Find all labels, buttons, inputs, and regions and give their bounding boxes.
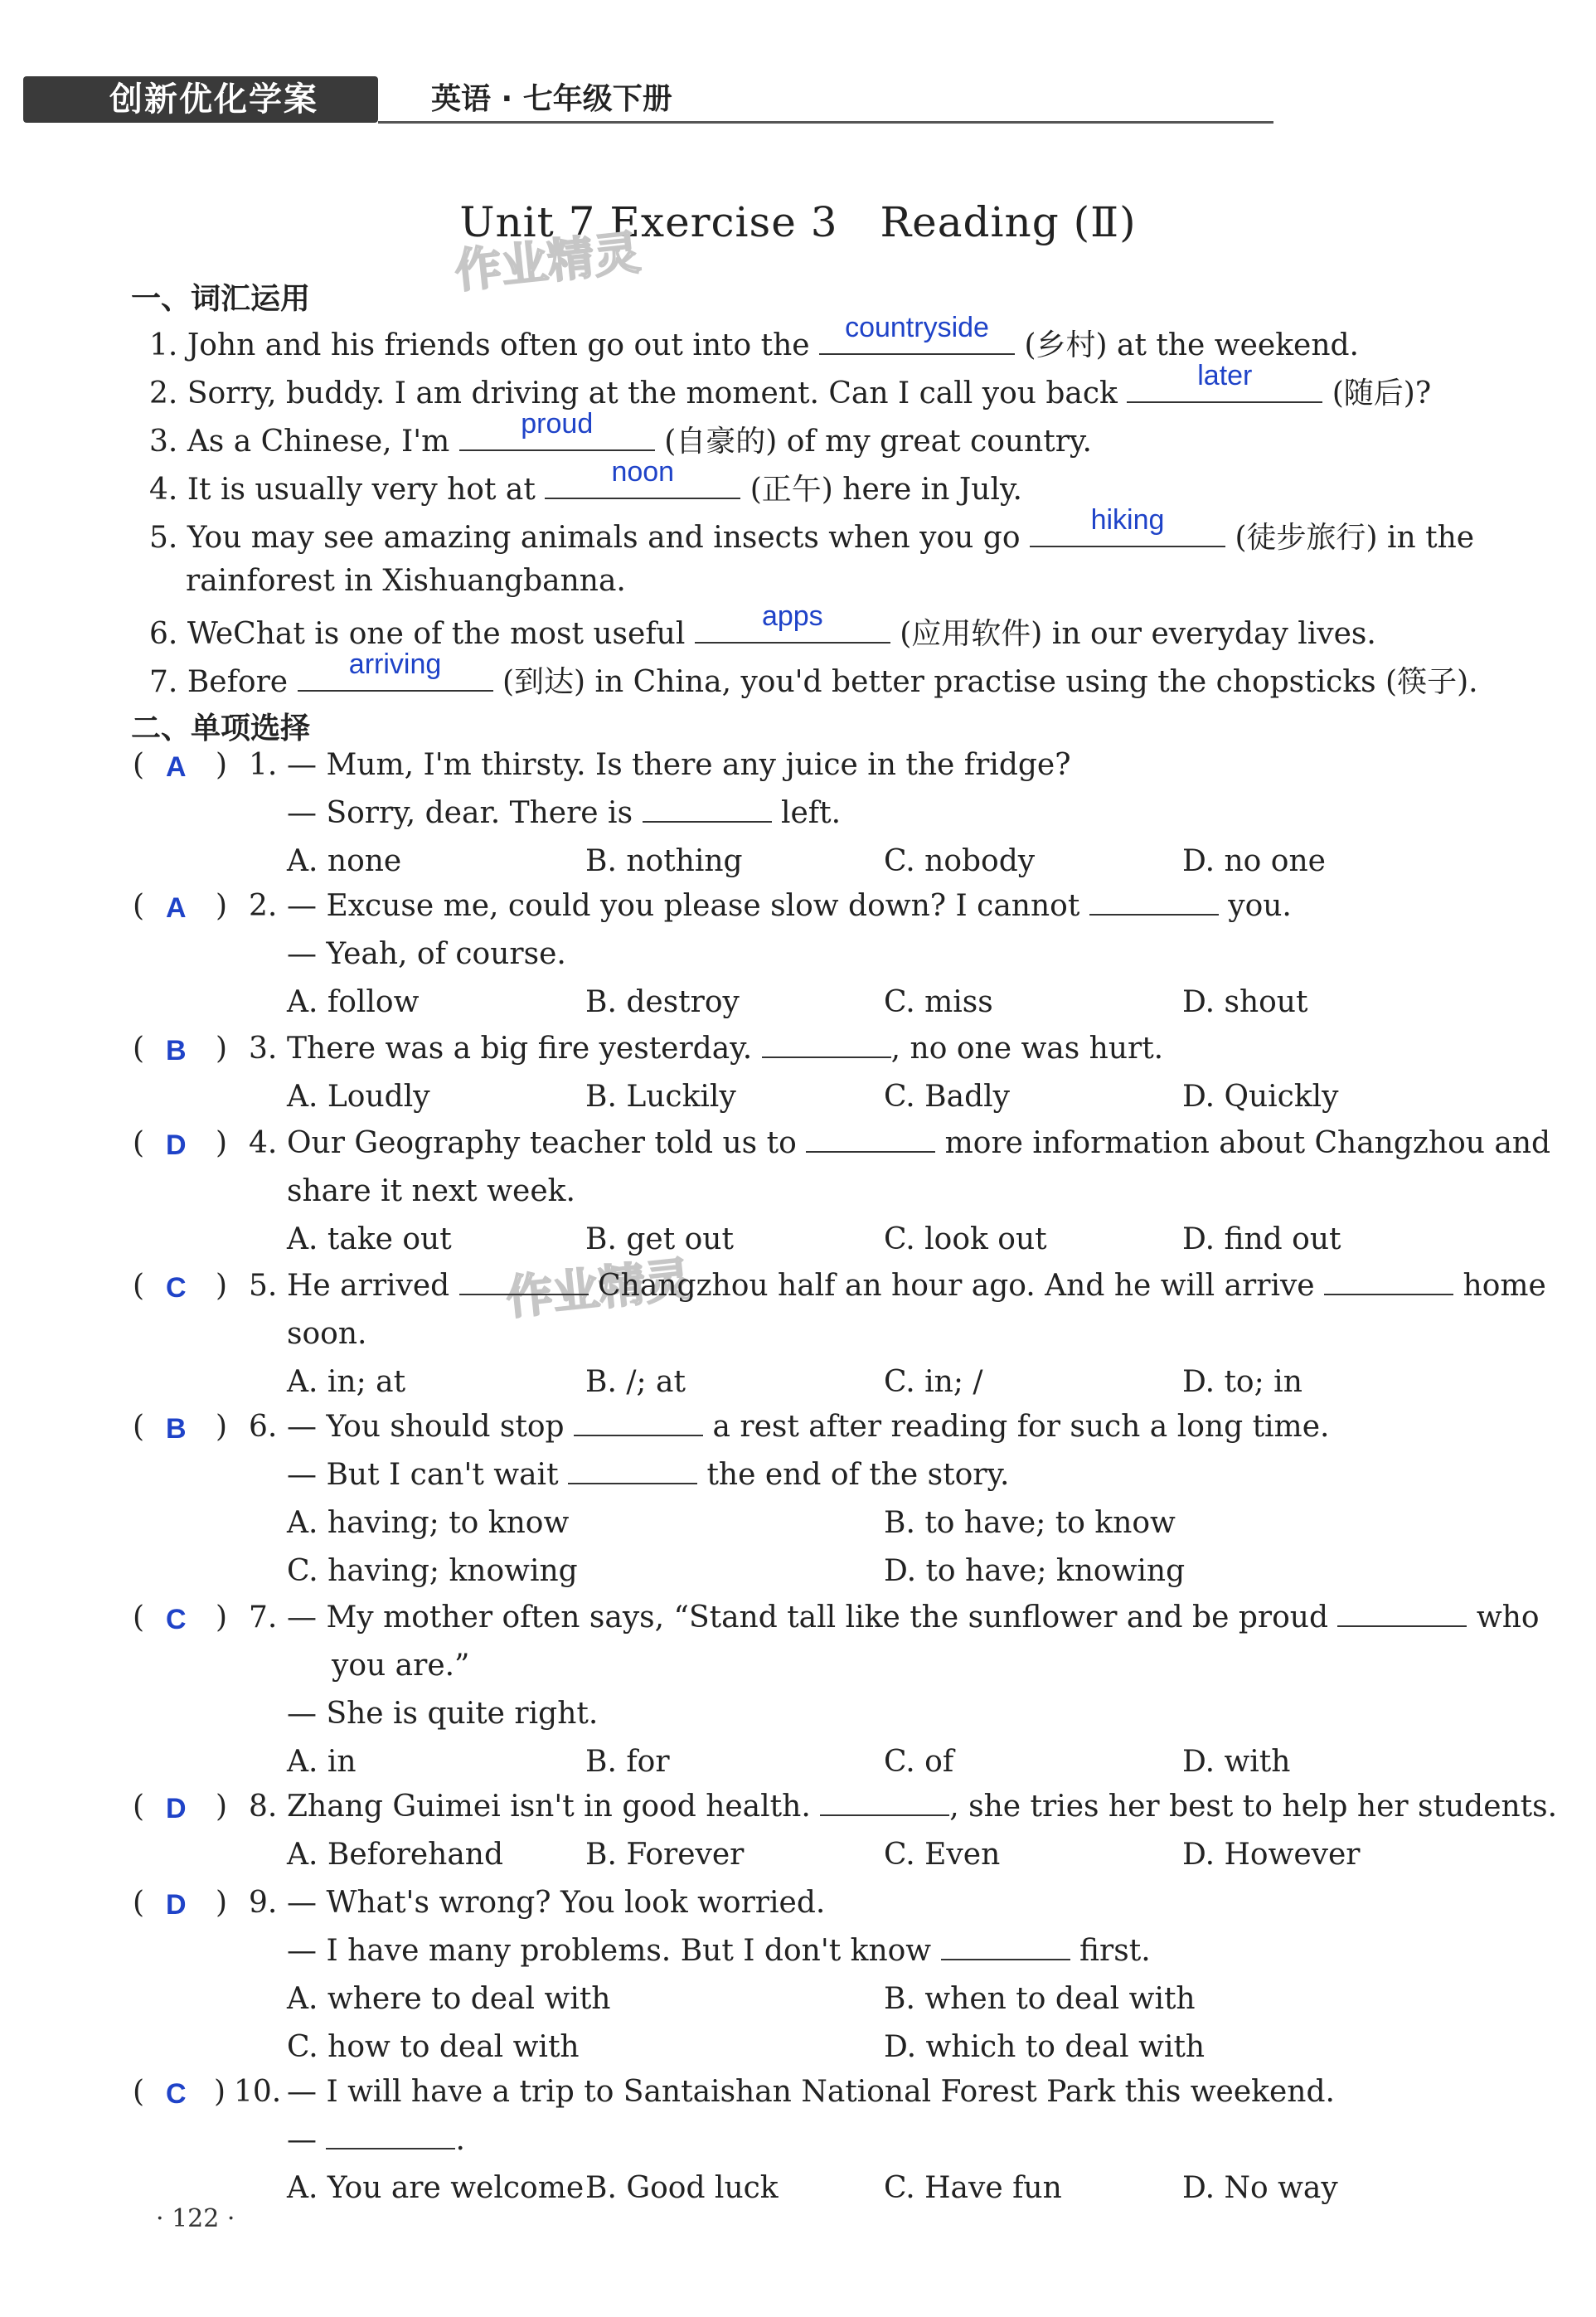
item-text: You may see amazing animals and insects when you go — [187, 521, 1021, 555]
paren-open: ( — [133, 1886, 145, 1920]
item-text: Before — [187, 665, 289, 699]
option[interactable]: D. shout — [1182, 985, 1308, 1019]
answer-mark[interactable]: C — [166, 2078, 187, 2110]
option[interactable]: A. Beforehand — [287, 1838, 504, 1872]
section-heading-vocabulary: 一、词汇运用 — [131, 282, 311, 316]
page-title: Unit 7 Exercise 3 Reading (Ⅱ) — [459, 198, 1137, 246]
handwritten-answer: arriving — [348, 648, 442, 680]
option[interactable]: A. having; to know — [287, 1506, 570, 1540]
paren-open: ( — [133, 2075, 145, 2109]
blank[interactable] — [1337, 1601, 1467, 1627]
question-text: — Excuse me, could you please slow down? I cannot you. — [287, 889, 1292, 923]
paren-close: ) — [216, 1601, 228, 1635]
option[interactable]: D. to; in — [1182, 1365, 1303, 1399]
item-text: (自豪的) of my great country. — [664, 425, 1092, 459]
option[interactable]: C. in; / — [884, 1365, 983, 1399]
question-text: — Yeah, of course. — [287, 937, 566, 971]
item-text: (徒步旅行) in the — [1235, 521, 1475, 555]
blank[interactable] — [326, 2123, 455, 2149]
option[interactable]: A. where to deal with — [287, 1982, 611, 2016]
question-text: Our Geography teacher told us to more information about Changzhou and — [287, 1126, 1551, 1160]
paren-open: ( — [133, 1410, 145, 1444]
question-number: 8. — [249, 1790, 278, 1824]
item-text: (应用软件) in our everyday lives. — [900, 617, 1376, 651]
paren-close: ) — [216, 1032, 228, 1066]
blank[interactable] — [459, 1269, 589, 1295]
blank[interactable] — [568, 1458, 697, 1484]
option[interactable]: B. when to deal with — [884, 1982, 1196, 2016]
paren-close: ) — [214, 2075, 226, 2109]
paren-close: ) — [216, 1410, 228, 1444]
option[interactable]: C. nobody — [884, 844, 1036, 878]
paren-close: ) — [216, 1790, 228, 1824]
answer-blank[interactable] — [1030, 504, 1225, 547]
item-number: 5. — [149, 521, 178, 555]
question-number: 2. — [249, 889, 278, 923]
item-text: It is usually very hot at — [187, 473, 536, 507]
handwritten-answer: apps — [761, 600, 823, 632]
option[interactable]: C. having; knowing — [287, 1554, 578, 1588]
answer-mark[interactable]: B — [166, 1035, 187, 1066]
question-number: 5. — [249, 1269, 278, 1303]
answer-blank[interactable] — [1127, 360, 1322, 403]
option[interactable]: C. of — [884, 1745, 954, 1779]
item-number: 7. — [149, 665, 178, 699]
answer-mark[interactable]: A — [166, 892, 187, 924]
vocab-item — [149, 504, 1485, 557]
section-heading-multiple-choice: 二、单项选择 — [131, 712, 311, 746]
question-text: — I will have a trip to Santaishan National Forest Park this weekend. — [287, 2075, 1335, 2109]
option[interactable]: D. no one — [1182, 844, 1326, 878]
option[interactable]: B. Luckily — [585, 1080, 736, 1114]
option[interactable]: D. to have; knowing — [884, 1554, 1186, 1588]
question-number: 7. — [249, 1601, 278, 1635]
question-text: — What's wrong? You look worried. — [287, 1886, 826, 1920]
question-text: Zhang Guimei isn't in good health. , she tries her best to help her students. — [287, 1790, 1558, 1824]
paren-open: ( — [133, 1032, 145, 1066]
item-text: As a Chinese, I'm — [187, 425, 450, 459]
answer-blank[interactable] — [298, 648, 493, 692]
answer-mark[interactable]: D — [166, 1889, 187, 1921]
answer-mark[interactable]: C — [166, 1604, 187, 1635]
option[interactable]: C. Badly — [884, 1080, 1010, 1114]
blank[interactable] — [643, 796, 772, 823]
item-text: Sorry, buddy. I am driving at the moment. Can I call you back — [187, 376, 1118, 410]
question-text: soon. — [287, 1317, 367, 1351]
option[interactable]: B. Forever — [585, 1838, 745, 1872]
handwritten-answer: noon — [611, 456, 675, 488]
option[interactable]: A. none — [287, 844, 402, 878]
option[interactable]: B. destroy — [585, 985, 740, 1019]
blank[interactable] — [941, 1934, 1070, 1960]
header-rule — [378, 121, 1273, 124]
vocab-item — [149, 360, 1485, 413]
question-text: — Sorry, dear. There is left. — [287, 796, 842, 830]
item-number: 1. — [149, 328, 178, 362]
question-number: 4. — [249, 1126, 278, 1160]
option[interactable]: D. No way — [1182, 2171, 1338, 2205]
vocab-item-continuation: rainforest in Xishuangbanna. — [186, 564, 626, 598]
question-number: 6. — [249, 1410, 278, 1444]
option[interactable]: A. Loudly — [287, 1080, 430, 1114]
option[interactable]: B. get out — [585, 1222, 734, 1256]
vocab-item — [149, 456, 1485, 509]
question-number: 1. — [249, 748, 278, 782]
handwritten-answer: hiking — [1090, 504, 1165, 536]
blank[interactable] — [820, 1790, 949, 1816]
blank[interactable] — [1324, 1269, 1453, 1295]
paren-open: ( — [133, 1126, 145, 1160]
watermark-logo: 作业精灵 — [503, 1252, 695, 1326]
answer-blank[interactable] — [459, 408, 655, 451]
answer-mark[interactable]: C — [166, 1272, 187, 1304]
question-text: you are.” — [332, 1649, 470, 1683]
option[interactable]: C. how to deal with — [287, 2030, 580, 2064]
question-text: There was a big fire yesterday. , no one was hurt. — [287, 1032, 1164, 1066]
answer-blank[interactable] — [545, 456, 740, 499]
question-text: — Mum, I'm thirsty. Is there any juice in the fridge? — [287, 748, 1071, 782]
option[interactable]: B. to have; to know — [884, 1506, 1176, 1540]
item-text: (到达) in China, you'd better practise using the chopsticks (筷子). — [502, 665, 1478, 699]
paren-open: ( — [133, 1269, 145, 1303]
book-brand-label: 创新优化学案 — [23, 76, 378, 123]
blank[interactable] — [806, 1126, 935, 1153]
handwritten-answer: countryside — [845, 312, 989, 343]
question-text: He arrived Changzhou half an hour ago. And he will arrive home — [287, 1269, 1546, 1303]
item-text: WeChat is one of the most useful — [187, 617, 686, 651]
item-text: (正午) here in July. — [749, 473, 1022, 507]
blank[interactable] — [1089, 889, 1219, 916]
handwritten-answer: proud — [521, 408, 594, 440]
item-number: 2. — [149, 376, 178, 410]
option[interactable]: B. /; at — [585, 1365, 686, 1399]
option[interactable]: C. Have fun — [884, 2171, 1062, 2205]
answer-mark[interactable]: B — [166, 1413, 187, 1445]
option[interactable]: A. in; at — [287, 1365, 406, 1399]
option[interactable]: C. look out — [884, 1222, 1047, 1256]
answer-mark[interactable]: D — [166, 1793, 187, 1824]
paren-close: ) — [216, 1126, 228, 1160]
option[interactable]: D. Quickly — [1182, 1080, 1339, 1114]
subject-label: 英语 · 七年级下册 — [431, 82, 672, 116]
blank[interactable] — [762, 1032, 891, 1058]
answer-mark[interactable]: A — [166, 751, 187, 783]
question-number: 10. — [234, 2075, 282, 2109]
question-text: share it next week. — [287, 1174, 575, 1208]
answer-mark[interactable]: D — [166, 1129, 187, 1161]
question-text: — But I can't wait the end of the story. — [287, 1458, 1010, 1492]
option[interactable]: B. nothing — [585, 844, 743, 878]
option[interactable]: A. follow — [287, 985, 420, 1019]
paren-close: ) — [216, 889, 228, 923]
page-number: · 122 · — [156, 2204, 235, 2233]
watermark-logo: 作业精灵 — [452, 226, 643, 299]
answer-blank[interactable] — [819, 312, 1015, 355]
question-number: 3. — [249, 1032, 278, 1066]
question-number: 9. — [249, 1886, 278, 1920]
question-text: — She is quite right. — [287, 1697, 599, 1731]
paren-open: ( — [133, 889, 145, 923]
option[interactable]: D. find out — [1182, 1222, 1341, 1256]
option[interactable]: D. However — [1182, 1838, 1361, 1872]
vocab-item — [149, 648, 1485, 702]
paren-open: ( — [133, 1601, 145, 1635]
blank[interactable] — [574, 1410, 703, 1436]
answer-blank[interactable] — [695, 600, 890, 644]
handwritten-answer: later — [1197, 360, 1253, 391]
item-text: (随后)? — [1332, 376, 1432, 410]
paren-close: ) — [216, 1269, 228, 1303]
vocab-item — [149, 408, 1485, 461]
paren-open: ( — [133, 1790, 145, 1824]
paren-open: ( — [133, 748, 145, 782]
option[interactable]: B. Good luck — [585, 2171, 779, 2205]
question-text: — You should stop a rest after reading for such a long time. — [287, 1410, 1330, 1444]
item-number: 6. — [149, 617, 178, 651]
item-text: John and his friends often go out into the — [187, 328, 810, 362]
item-text: (乡村) at the weekend. — [1024, 328, 1359, 362]
option[interactable]: A. You are welcome — [287, 2171, 585, 2205]
question-text: — My mother often says, “Stand tall like the sunflower and be proud who — [287, 1601, 1540, 1635]
item-number: 3. — [149, 425, 178, 459]
paren-close: ) — [216, 1886, 228, 1920]
paren-close: ) — [216, 748, 228, 782]
option[interactable]: B. for — [585, 1745, 670, 1779]
option[interactable]: C. miss — [884, 985, 993, 1019]
option[interactable]: D. with — [1182, 1745, 1291, 1779]
question-text: — I have many problems. But I don't know first. — [287, 1934, 1151, 1968]
item-number: 4. — [149, 473, 178, 507]
option[interactable]: A. in — [287, 1745, 357, 1779]
option[interactable]: C. Even — [884, 1838, 1001, 1872]
question-text: — . — [287, 2123, 465, 2157]
option[interactable]: D. which to deal with — [884, 2030, 1205, 2064]
option[interactable]: A. take out — [287, 1222, 452, 1256]
